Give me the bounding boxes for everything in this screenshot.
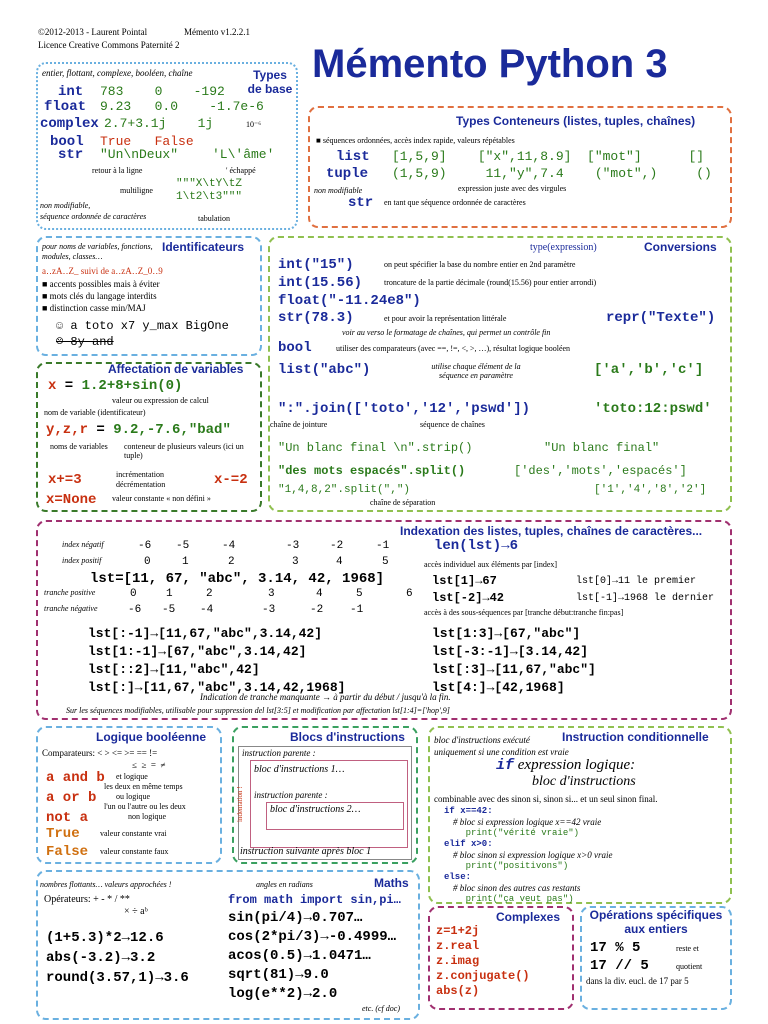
ops-l1: 17 % 5	[590, 940, 641, 956]
bool-vals: True False	[100, 134, 194, 149]
blk-indent: indentation !	[236, 786, 244, 822]
cond-blk: bloc d'instructions	[532, 774, 636, 789]
tuple-kw: tuple	[326, 166, 369, 182]
aff-decr-note: décrémentation	[116, 480, 166, 489]
slice-7: lst[4:]→[42,1968]	[432, 680, 565, 695]
aff-note4: conteneur de plusieurs valeurs (ici un tuple)	[124, 442, 244, 460]
aff-note2: nom de variable (identificateur)	[44, 408, 146, 417]
conv-c4n2: voir au verso le formatage de chaînes, qui permet un contrôle fin	[342, 328, 551, 337]
conv-c7n1: chaîne de jointure	[270, 420, 328, 429]
idx-e1: lst[1]→67	[432, 574, 497, 588]
conv-c5: bool	[278, 340, 312, 356]
maths-imp: from math import sin,pi…	[228, 893, 401, 907]
float-vals: 9.23 0.0 -1.7e-6	[100, 99, 264, 114]
complex-kw: complex	[40, 116, 99, 132]
idx-e2: lst[-2]→42	[432, 591, 505, 605]
log-false-n: valeur constante faux	[100, 847, 169, 856]
log-and: a and b	[46, 770, 105, 786]
ident-rule1: a‥zA‥Z_ suivi de a‥zA‥Z_0‥9	[42, 266, 163, 276]
ops-l2n: quotient	[676, 962, 703, 971]
cond-code-line: print("positivons")	[444, 861, 569, 871]
neg-row-item: -2	[330, 540, 344, 552]
blk-p1: instruction parente :	[242, 748, 316, 758]
log-not: not a	[46, 810, 89, 826]
ident-rule4: ■ distinction casse min/MAJ	[42, 303, 146, 313]
conv-c2n: troncature de la partie décimale (round(15.56) pour entier arrondi)	[384, 278, 597, 287]
conv-c10r: ['1','4','8','2']	[594, 484, 707, 496]
conv-c6n: utilise chaque élément de la séquence en paramètre	[431, 362, 521, 380]
pos-row-item: 5	[382, 556, 389, 568]
conv-c4r: repr("Texte")	[606, 310, 716, 326]
log-true-n: valeur constante vrai	[100, 829, 167, 838]
pos-row-item: 4	[336, 556, 343, 568]
note-multi: multiligne	[120, 186, 153, 195]
neg-row-item: -1	[376, 540, 390, 552]
trpos-row-item: 6	[406, 588, 413, 600]
note-nonmod-cont: non modifiable	[314, 186, 363, 195]
maths-m3: acos(0.5)→1.0471…	[228, 948, 371, 964]
conv-c6r: ['a','b','c']	[594, 362, 704, 378]
aff-incr: x+=3	[48, 472, 82, 488]
types-base-title: Types de base	[247, 68, 293, 96]
complex-line: z.conjugate()	[436, 969, 530, 983]
idx-acc2: accès à des sous-séquences par [tranche début:tranche fin:pas]	[424, 608, 624, 617]
trpos-row-item: 3	[268, 588, 275, 600]
complex-line: abs(z)	[436, 984, 480, 998]
log-not-n: non logique	[128, 812, 166, 821]
blk-p2: instruction parente :	[254, 790, 328, 800]
licence: Licence Creative Commons Paternité 2	[38, 40, 180, 50]
maths-m1: sin(pi/4)→0.707…	[228, 910, 363, 926]
conv-c3: float("-11.24e8")	[278, 293, 421, 309]
ident-rule3: ■ mots clés du langage interdits	[42, 291, 157, 301]
tr-pos-label: tranche positive	[44, 588, 96, 597]
idx-lst: lst=[11, 67, "abc", 3.14, 42, 1968]	[90, 571, 385, 587]
neg-row-item: -4	[222, 540, 236, 552]
aff-note1: valeur ou expression de calcul	[112, 396, 209, 405]
log-comp: Comparateurs: < > <= >= == !=	[42, 748, 158, 758]
maths-m5: log(e**2)→2.0	[228, 986, 338, 1002]
logique-title: Logique booléenne	[96, 730, 206, 744]
log-and-n2: les deux en même temps	[104, 782, 183, 791]
conv-c6: list("abc")	[278, 362, 371, 378]
idx-note1: Indication de tranche manquante → à partir du début / jusqu'à la fin.	[200, 692, 451, 702]
neg-row-item: -5	[176, 540, 190, 552]
trneg-row-item: -1	[350, 604, 364, 616]
maths-e2: abs(-3.2)→3.2	[46, 950, 156, 966]
slice-5: lst[:3]→[11,67,"abc"]	[432, 662, 596, 677]
ops-title: Opérations spécifiques aux entiers	[589, 908, 723, 936]
neg-row-item: -3	[286, 540, 300, 552]
log-or: a or b	[46, 790, 97, 806]
str-val2: 'L\'âme'	[212, 147, 275, 162]
affectation-title: Affectation de variables	[108, 362, 244, 376]
tr-neg-label: tranche négative	[44, 604, 98, 613]
maths-m2: cos(2*pi/3)→-0.4999…	[228, 929, 397, 945]
complex-line: z=1+2j	[436, 924, 480, 938]
maths-e3: round(3.57,1)→3.6	[46, 970, 189, 986]
maths-title: Maths	[374, 876, 409, 890]
maths-ops: Opérateurs: + - * / **	[44, 894, 130, 905]
idx-acc: accès individuel aux éléments par [index]	[424, 560, 558, 569]
cond-code-line: print("vérité vraie")	[444, 828, 580, 838]
idx-neg-label: index négatif	[62, 540, 104, 549]
cond-code-line: # bloc sinon des autres cas restants	[444, 883, 581, 893]
note-tab: tabulation	[198, 214, 230, 223]
cond-code-line: elif x>0:	[444, 839, 493, 849]
ident-bad: ☹ 8y and	[56, 335, 114, 349]
ops-l1n: reste et	[676, 944, 699, 953]
list-vals: [1,5,9] ["x",11,8.9] ["mot"] []	[392, 149, 705, 164]
conv-c7n2: séquence de chaînes	[420, 420, 485, 429]
conditionnelle-title: Instruction conditionnelle	[562, 730, 709, 744]
complexes-title: Complexes	[496, 910, 561, 924]
trpos-row-item: 5	[356, 588, 363, 600]
cond-n2: combinable avec des sinon si, sinon si... et un seul sinon final.	[434, 794, 658, 804]
conv-c7: ":".join(['toto','12','pswd'])	[278, 401, 531, 417]
maths-etc: etc. (cf doc)	[362, 1004, 400, 1013]
conv-c10n: chaîne de séparation	[370, 498, 436, 507]
maths-n1: nombres flottants… valeurs approchées !	[40, 880, 172, 889]
slice-2: lst[1:-1]→[67,"abc",3.14,42]	[88, 644, 307, 659]
cond-code	[444, 806, 612, 905]
idx-e1b: lst[0]→11 le premier	[576, 576, 697, 587]
complex-line: z.real	[436, 939, 480, 953]
conv-c2: int(15.56)	[278, 275, 363, 291]
str-kw: str	[58, 147, 84, 163]
bool-kw: bool	[50, 134, 84, 150]
conv-type: type(expression)	[530, 242, 597, 253]
conv-c9: "des mots espacés".split()	[278, 464, 466, 478]
complex-line: z.imag	[436, 954, 480, 968]
float-kw: float	[44, 99, 87, 115]
int-kw: int	[58, 84, 84, 100]
exp-note: 10⁻⁶	[246, 120, 262, 129]
copyright: ©2012-2013 - Laurent Pointal	[38, 27, 148, 37]
slice-4: lst[::2]→[11,"abc",42]	[88, 662, 260, 677]
indexation-title: Indexation des listes, tuples, chaînes de caractères...	[400, 524, 703, 538]
note-nonmod: non modifiable, séquence ordonnée de caractères	[40, 201, 147, 221]
cond-code-line: else:	[444, 872, 472, 882]
blk-suite: instruction suivante après bloc 1	[240, 846, 372, 857]
cond-code-line: # bloc sinon si expression logique x>0 vraie	[444, 850, 613, 860]
note-echappe: ' échappé	[226, 166, 256, 175]
slice-0: lst[:-1]→[11,67,"abc",3.14,42]	[88, 626, 323, 641]
page-title: Mémento Python 3	[312, 42, 668, 86]
slice-1: lst[1:3]→[67,"abc"]	[432, 626, 581, 641]
str-val: "Un\nDeux"	[100, 147, 179, 162]
conv-c4n: et pour avoir la représentation littérale	[384, 314, 507, 323]
complex-vals: 2.7+3.1j 1j	[104, 116, 214, 131]
pos-row-item: 3	[292, 556, 299, 568]
slice-3: lst[-3:-1]→[3.14,42]	[432, 644, 589, 659]
str-cont-note: en tant que séquence ordonnée de caractères	[384, 198, 526, 207]
maths-ops2: × ÷ aᵇ	[124, 906, 148, 917]
idx-e2b: lst[-1]→1968 le dernier	[576, 593, 715, 604]
log-and-n: et logique	[116, 772, 148, 781]
idx-len: len(lst)→6	[434, 538, 519, 554]
version: Mémento v1.2.2.1	[184, 27, 250, 37]
pos-row-item: 1	[182, 556, 189, 568]
maths-n2: angles en radians	[256, 880, 313, 889]
aff-line1: x = 1.2+8+sin(0)	[48, 378, 183, 394]
conv-c8r: "Un blanc final"	[544, 441, 660, 455]
conversions-title: Conversions	[644, 240, 717, 254]
conv-c4: str(78.3)	[278, 310, 354, 326]
trpos-row-item: 1	[166, 588, 173, 600]
log-or-n2: l'un ou l'autre ou les deux	[104, 802, 186, 811]
multi-val: """X\tY\tZ 1\t2\t3"""	[176, 178, 243, 203]
aff-line2: y,z,r = 9.2,-7.6,"bad"	[46, 422, 231, 438]
blk-b1: bloc d'instructions 1…	[254, 764, 345, 775]
tuple-vals: (1,5,9) 11,"y",7.4 ("mot",) ()	[392, 166, 712, 181]
pos-row-item: 0	[144, 556, 151, 568]
cond-if: if expression logique:	[496, 757, 636, 774]
log-or-n: ou logique	[116, 792, 150, 801]
conv-c1: int("15")	[278, 257, 354, 273]
note-expr: expression juste avec des virgules	[458, 184, 567, 193]
ident-ok: ☺ a toto x7 y_max BigOne	[56, 319, 229, 333]
ident-intro: pour noms de variables, fonctions, modules, classes…	[42, 242, 153, 261]
neg-row-item: -6	[138, 540, 152, 552]
idx-note2: Sur les séquences modifiables, utilisable pour suppression del lst[3:5] et modification par affectation lst[1:4]=['hop',9]	[66, 706, 450, 715]
cond-code-line: # bloc si expression logique x==42 vraie	[444, 817, 602, 827]
maths-e1: (1+5.3)*2→12.6	[46, 930, 164, 946]
trpos-row-item: 4	[316, 588, 323, 600]
conteneurs-intro: ■ séquences ordonnées, accès index rapide, valeurs répétables	[316, 136, 515, 145]
trneg-row-item: -6	[128, 604, 142, 616]
conv-c10: "1,4,8,2".split(",")	[278, 484, 411, 496]
cond-code-line: print("ça veut pas")	[444, 894, 574, 904]
slice-6: lst[:]→[11,67,"abc",3.14,42,1968]	[88, 680, 346, 695]
trneg-row-item: -4	[200, 604, 214, 616]
note-retour: retour à la ligne	[92, 166, 143, 175]
log-comp2: ≤ ≥ = ≠	[132, 760, 166, 770]
conv-c8: "Un blanc final \n".strip()	[278, 441, 473, 455]
complexes-lines	[436, 924, 530, 999]
cond-n1: bloc d'instructions exécuté uniquement si une condition est vraie	[434, 735, 569, 757]
trneg-row-item: -5	[162, 604, 176, 616]
conv-c5n: utiliser des comparateurs (avec ==, !=, <, >, …), résultat logique booléen	[336, 344, 571, 353]
idx-pos-label: index positif	[62, 556, 102, 565]
cond-code-line: if x==42:	[444, 806, 493, 816]
str-cont-kw: str	[348, 195, 374, 211]
conv-c9r: ['des','mots','espacés']	[514, 464, 687, 478]
log-true: True	[46, 826, 80, 842]
pos-row-item: 2	[228, 556, 235, 568]
int-vals: 783 0 -192	[100, 84, 225, 99]
conteneurs-title: Types Conteneurs (listes, tuples, chaînes)	[456, 114, 696, 128]
trpos-row-item: 2	[206, 588, 213, 600]
ops-l3: dans la div. eucl. de 17 par 5	[586, 976, 689, 986]
trneg-row-item: -3	[262, 604, 276, 616]
identificateurs-title: Identificateurs	[162, 240, 245, 254]
aff-note3: noms de variables	[50, 442, 108, 451]
blk-b2: bloc d'instructions 2…	[270, 804, 361, 815]
ops-l2: 17 // 5	[590, 958, 649, 974]
trpos-row-item: 0	[130, 588, 137, 600]
maths-m4: sqrt(81)→9.0	[228, 967, 329, 983]
list-kw: list	[336, 149, 370, 165]
blocs-title: Blocs d'instructions	[290, 730, 405, 744]
log-false: False	[46, 844, 89, 860]
types-intro: entier, flottant, complexe, booléen, chaîne	[42, 68, 193, 78]
aff-decr: x-=2	[214, 472, 248, 488]
ident-rule2: ■ accents possibles mais à éviter	[42, 279, 160, 289]
trneg-row-item: -2	[310, 604, 324, 616]
aff-none-note: valeur constante « non défini »	[112, 494, 211, 503]
aff-none: x=None	[46, 492, 97, 508]
conv-c1n: on peut spécifier la base du nombre entier en 2nd paramètre	[384, 260, 576, 269]
conv-c7r: 'toto:12:pswd'	[594, 401, 712, 417]
aff-incr-note: incrémentation	[116, 470, 164, 479]
